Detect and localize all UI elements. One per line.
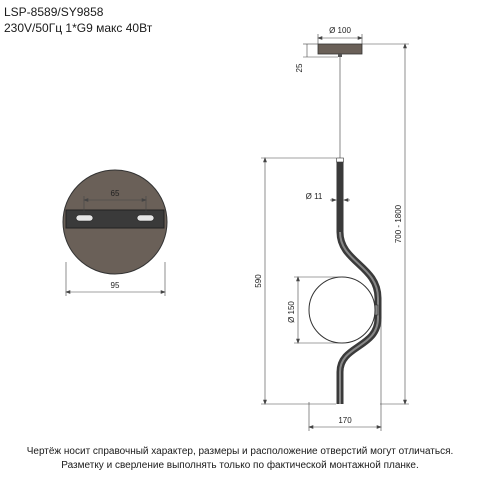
shade-diameter-label: Ø 150 [287, 301, 296, 323]
rod-cap [337, 158, 344, 162]
disclaimer-line-2: Разметку и сверление выполнять только по фактической монтажной планке. [61, 460, 419, 471]
canopy-height-label: 25 [295, 63, 304, 73]
canopy [318, 44, 362, 54]
plate-diameter-label: 95 [110, 281, 120, 290]
rod-diameter-label: Ø 11 [305, 192, 323, 201]
mounting-hole-right [137, 215, 154, 221]
electrical-specs: 230V/50Гц 1*G9 макс 40Вт [4, 21, 153, 35]
dim-canopy-diameter [318, 34, 362, 44]
body-height-label: 590 [254, 274, 263, 288]
lamp-drawing [309, 44, 378, 404]
disclaimer-line-1: Чертёж носит справочный характер, размеры и расположение отверстий могут отличаться. [26, 446, 454, 457]
holes-distance-label: 65 [110, 189, 120, 198]
canopy-holder [338, 54, 342, 57]
model-number: LSP-8589/SY9858 [4, 5, 104, 19]
mounting-plate [63, 170, 167, 274]
total-height-label: 700 - 1800 [394, 204, 403, 244]
canopy-diameter-label: Ø 100 [329, 26, 351, 35]
body-width-label: 170 [338, 416, 352, 425]
mounting-hole-left [76, 215, 93, 221]
glass-shade [309, 277, 375, 343]
